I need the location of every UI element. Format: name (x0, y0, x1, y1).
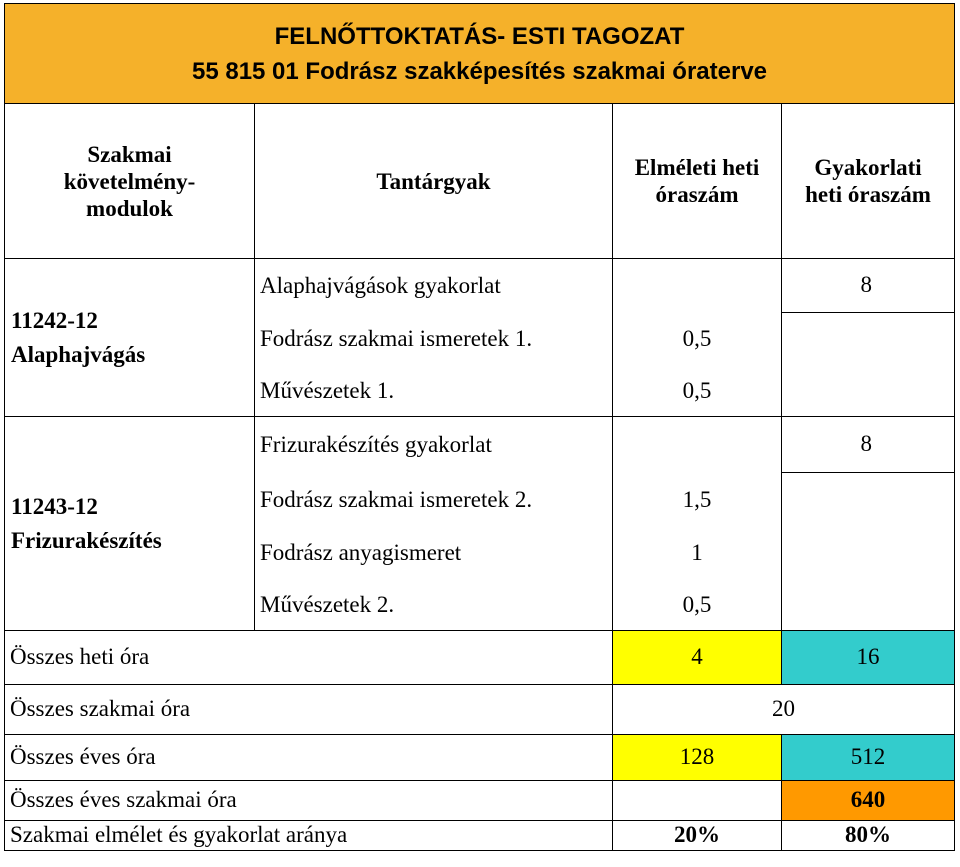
total-yearly-professional-spacer (613, 781, 782, 821)
curriculum-table (4, 3, 955, 851)
col-header-subjects: Tantárgyak (255, 104, 613, 259)
theory-cell: 0,5 (613, 366, 782, 417)
total-yearly-practice: 512 (782, 735, 955, 781)
total-yearly-label: Összes éves óra (5, 735, 613, 781)
table-header (5, 4, 955, 104)
theory-cell: 0,5 (613, 580, 782, 631)
practice-cell (782, 473, 955, 528)
ratio-label: Szakmai elmélet és gyakorlat aránya (5, 821, 613, 851)
module-name: Frizurakészítés (11, 527, 162, 553)
theory-cell (613, 417, 782, 473)
module-code: 11242-12 (11, 307, 98, 333)
theory-cell: 1,5 (613, 473, 782, 528)
practice-cell (782, 366, 955, 417)
ratio-theory: 20% (613, 821, 782, 851)
total-weekly-professional-label: Összes szakmai óra (5, 685, 613, 735)
module-code: 11243-12 (11, 493, 98, 519)
practice-cell (782, 313, 955, 366)
subject-cell: Fodrász szakmai ismeretek 2. (255, 473, 613, 528)
total-weekly-theory: 4 (613, 631, 782, 685)
header-subtitle: 55 815 01 Fodrász szakképesítés szakmai óraterve (191, 57, 768, 85)
subject-cell: Fodrász szakmai ismeretek 1. (255, 313, 613, 366)
theory-cell: 0,5 (613, 313, 782, 366)
subject-cell: Művészetek 1. (255, 366, 613, 417)
col-header-practice: Gyakorlati heti óraszám (782, 104, 955, 259)
ratio-practice: 80% (782, 821, 955, 851)
col-header-modules: Szakmai követelmény- modulok (5, 104, 255, 259)
subject-cell: Művészetek 2. (255, 580, 613, 631)
practice-cell (782, 528, 955, 580)
total-weekly-practice: 16 (782, 631, 955, 685)
total-weekly-label: Összes heti óra (5, 631, 613, 685)
total-yearly-professional-label: Összes éves szakmai óra (5, 781, 613, 821)
module-name: Alaphajvágás (11, 341, 146, 367)
total-yearly-theory: 128 (613, 735, 782, 781)
module-cell-1 (5, 259, 255, 417)
theory-cell: 1 (613, 528, 782, 580)
subject-cell: Fodrász anyagismeret (255, 528, 613, 580)
module-cell-2 (5, 417, 255, 631)
total-yearly-professional-value: 640 (782, 781, 955, 821)
subject-cell: Alaphajvágások gyakorlat (255, 259, 613, 313)
header-title: FELNŐTTOKTATÁS- ESTI TAGOZAT (274, 22, 685, 50)
col-header-theory: Elméleti heti óraszám (613, 104, 782, 259)
theory-cell (613, 259, 782, 313)
total-weekly-professional-value: 20 (613, 685, 955, 735)
practice-cell: 8 (782, 259, 955, 313)
subject-cell: Frizurakészítés gyakorlat (255, 417, 613, 473)
practice-cell: 8 (782, 417, 955, 473)
practice-cell (782, 580, 955, 631)
